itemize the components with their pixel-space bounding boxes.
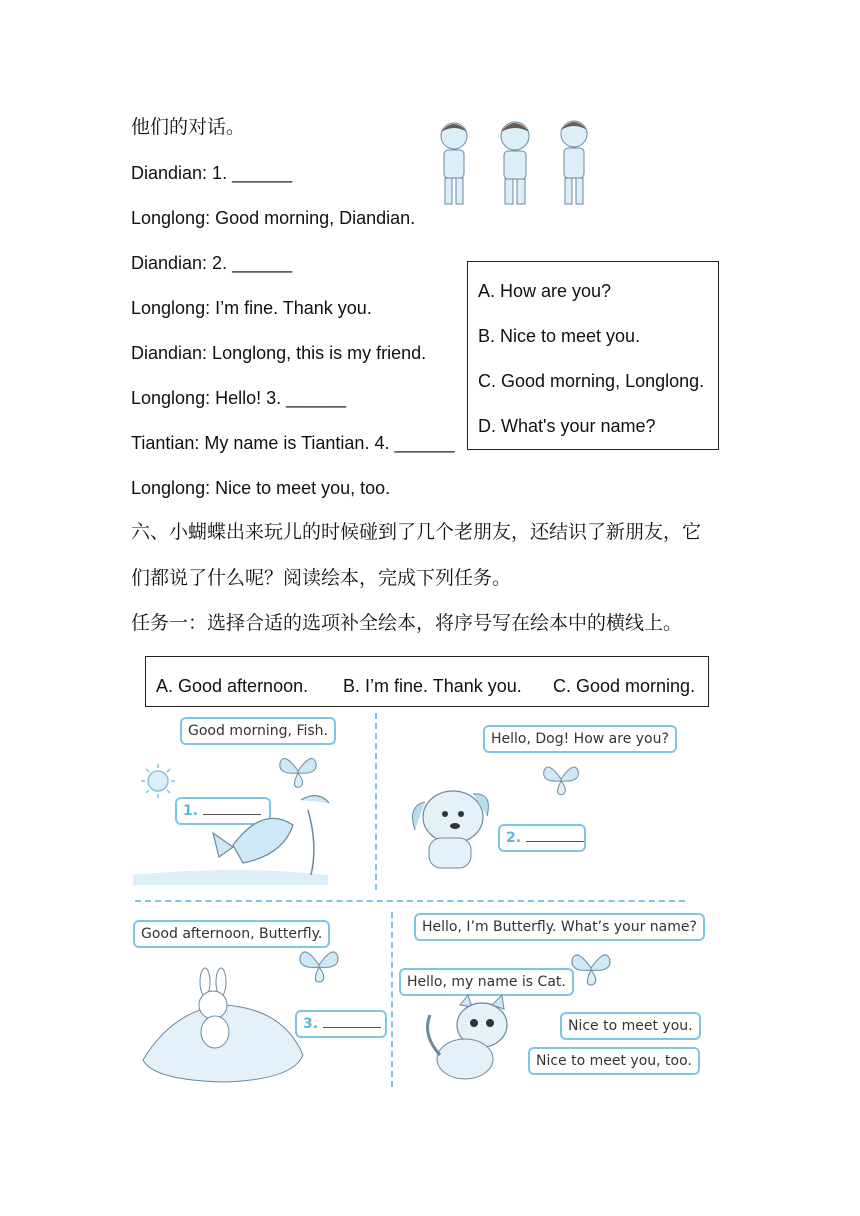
- section6-heading-line2: 们都说了什么呢？阅读绘本，完成下列任务。: [131, 567, 512, 589]
- fish-illustration: [133, 785, 328, 885]
- comic-option-c: C. Good morning.: [553, 676, 696, 696]
- section6-heading-line1: 六、小蝴蝶出来玩儿的时候碰到了几个老朋友，还结识了新朋友，它: [131, 521, 702, 543]
- panel3-blank[interactable]: [323, 1015, 381, 1028]
- panel2-speech-bubble: Hello, Dog! How are you?: [483, 725, 677, 753]
- three-children-illustration: [430, 118, 600, 214]
- panel-divider-horizontal: [135, 900, 685, 902]
- panel2-blank[interactable]: [526, 829, 584, 842]
- panel-divider-vertical-top: [375, 713, 377, 890]
- panel4-bubble-nice-too: Nice to meet you, too.: [528, 1047, 700, 1075]
- dialogue-line-8: Longlong: Nice to meet you, too.: [131, 478, 391, 498]
- dialogue-line-7: Tiantian: My name is Tiantian. 4. ______: [131, 433, 455, 453]
- rabbit-illustration: [143, 970, 303, 1085]
- butterfly-icon: [568, 945, 614, 991]
- panel3-blank-number: 3.: [303, 1016, 319, 1032]
- task1-instruction: 任务一：选择合适的选项补全绘本，将序号写在绘本中的横线上。: [131, 612, 683, 634]
- dialogue-option-c: C. Good morning, Longlong.: [478, 371, 705, 391]
- cat-illustration: [420, 995, 515, 1085]
- panel3-speech-bubble: Good afternoon, Butterfly.: [133, 920, 330, 948]
- comic-option-a: A. Good afternoon.: [156, 676, 309, 696]
- dialogue-line-2: Longlong: Good morning, Diandian.: [131, 208, 416, 228]
- dialogue-option-b: B. Nice to meet you.: [478, 326, 641, 346]
- dog-illustration: [403, 772, 493, 882]
- panel2-answer-bubble: [498, 824, 586, 852]
- dialogue-option-a: A. How are you?: [478, 281, 612, 301]
- dialogue-line-6: Longlong: Hello! 3. ______: [131, 388, 347, 408]
- dialogue-line-4: Longlong: I’m fine. Thank you.: [131, 298, 372, 318]
- intro-tail: 他们的对话。: [131, 116, 246, 138]
- panel4-bubble-cat: Hello, my name is Cat.: [399, 968, 574, 996]
- dialogue-line-3: Diandian: 2. ______: [131, 253, 293, 273]
- panel4-bubble-butterfly: Hello, I’m Butterfly. What’s your name?: [414, 913, 705, 941]
- panel3-answer-bubble: [295, 1010, 387, 1038]
- dialogue-line-1: Diandian: 1. ______: [131, 163, 293, 183]
- panel1-blank-number: 1.: [183, 803, 199, 819]
- dialogue-line-5: Diandian: Longlong, this is my friend.: [131, 343, 427, 363]
- butterfly-icon: [540, 758, 582, 800]
- panel2-blank-number: 2.: [506, 830, 522, 846]
- panel-divider-vertical-bottom: [391, 912, 393, 1087]
- panel1-speech-bubble: Good morning, Fish.: [180, 717, 336, 745]
- dialogue-option-d: D. What's your name?: [478, 416, 656, 436]
- comic-option-b: B. I’m fine. Thank you.: [343, 676, 522, 696]
- panel4-bubble-nice: Nice to meet you.: [560, 1012, 701, 1040]
